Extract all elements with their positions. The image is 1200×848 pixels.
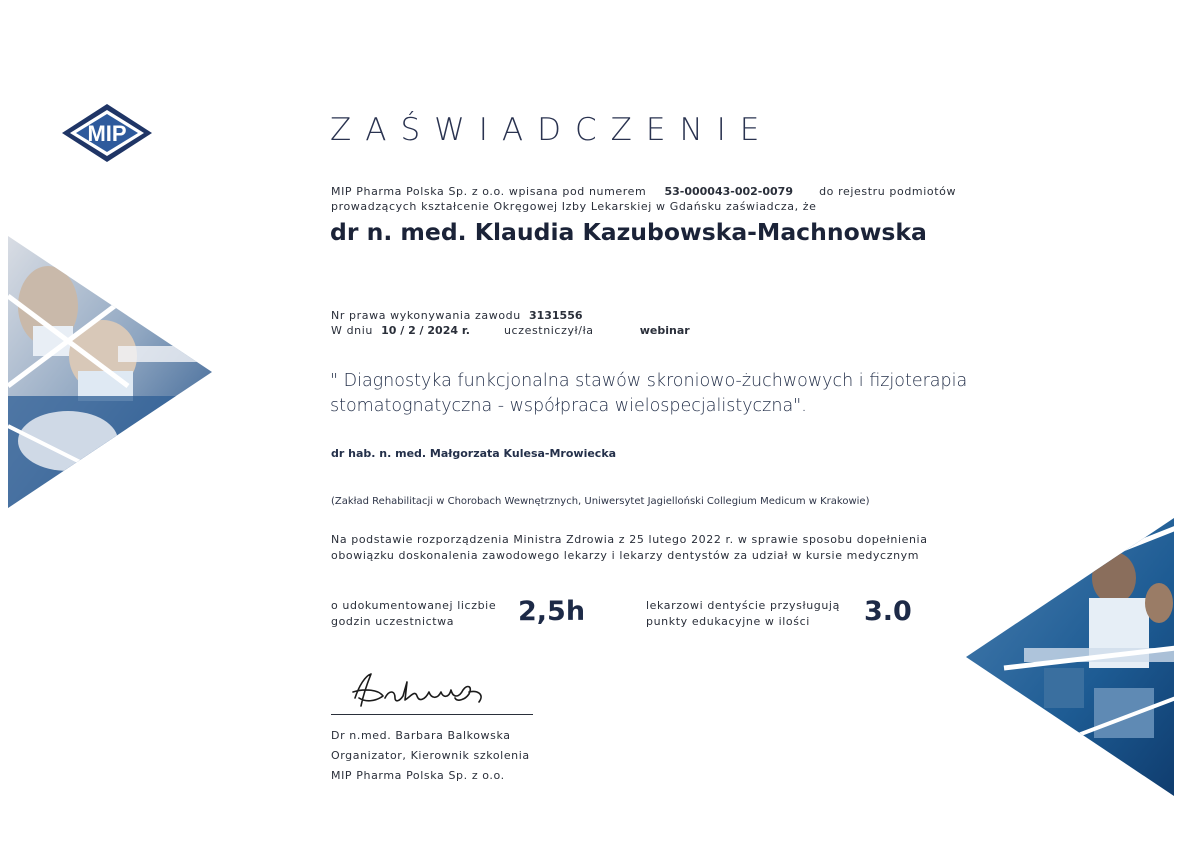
left-photo-triangle [8,236,214,508]
course-title-line1: " Diagnostyka funkcjonalna stawów skroniowo-żuchwowych i fizjoterapia [330,371,968,391]
signer-company: MIP Pharma Polska Sp. z o.o. [331,769,505,782]
legal-basis [331,532,928,564]
legal-basis-line2: obowiązku doskonalenia zawodowego lekarzy i lekarzy dentystów za udział w kursie medycznym [331,549,920,562]
points-label-line1: lekarzowi dentyście przysługują [646,599,840,612]
lecturer-name: dr hab. n. med. Małgorzata Kulesa-Mrowiecka [331,447,617,460]
participation-label: uczestniczył/ła [503,324,594,337]
right-photo-triangle [964,518,1176,796]
points-label [646,598,840,630]
certificate-title: ZAŚWIADCZENIE [330,112,774,148]
hours-label-line1: o udokumentowanej liczbie [331,599,497,612]
date-label: W dniu [331,324,373,337]
course-title-line2: stomatognatyczna - współpraca wielospecjalistyczna". [330,396,807,416]
points-label-line2: punkty edukacyjne w ilości [646,615,810,628]
recipient-name: dr n. med. Klaudia Kazubowska-Machnowska [330,218,927,246]
legal-basis-line1: Na podstawie rozporządzenia Ministra Zdrowia z 25 lutego 2022 r. w sprawie sposobu dopełnienia [331,533,928,546]
points-value: 3.0 [864,596,912,627]
hours-label-line2: godzin uczestnictwa [331,615,455,628]
license-label: Nr prawa wykonywania zawodu [331,309,521,322]
course-title [330,369,970,419]
intro-line2: prowadzących kształcenie Okręgowej Izby Lekarskiej w Gdańsku zaświadcza, że [331,200,817,213]
handwritten-signature [345,668,495,712]
intro-line1-before: MIP Pharma Polska Sp. z o.o. wpisana pod numerem [331,185,647,198]
signer-role: Organizator, Kierownik szkolenia [331,749,530,762]
signer-name: Dr n.med. Barbara Balkowska [331,729,511,742]
signer-block [331,726,530,786]
hours-label [331,598,496,630]
lecturer-affiliation: (Zakład Rehabilitacji w Chorobach Wewnętrznych, Uniwersytet Jagielloński Collegium Medicum w Krakowie) [331,496,870,507]
signature-line [331,714,533,715]
intro-text [331,184,957,214]
participation-details [331,308,690,338]
license-number: 3131556 [528,309,583,322]
hours-value: 2,5h [518,596,586,627]
mip-logo-text: MIP [87,121,127,146]
registry-number: 53-000043-002-0079 [664,185,793,198]
participation-mode: webinar [639,324,690,337]
intro-line1-after: do rejestru podmiotów [819,185,957,198]
mip-logo [60,102,154,164]
date-value: 10 / 2 / 2024 r. [381,324,470,337]
